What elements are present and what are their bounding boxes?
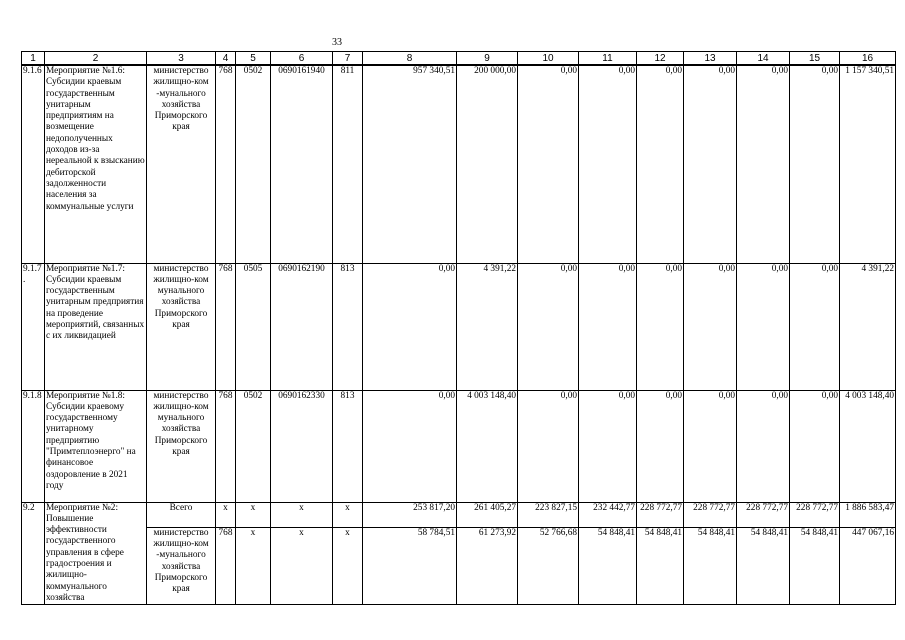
code-section: 0505 [236,263,271,390]
value-cell: 54 848,41 [737,527,790,605]
code-grbs: 768 [216,263,236,390]
code-grbs: х [216,502,236,527]
header-cell: 11 [579,52,637,66]
value-cell: 0,00 [579,390,637,502]
page-number: 33 [332,37,342,48]
header-cell: 15 [790,52,840,66]
code-target: х [271,502,333,527]
value-cell: 0,00 [637,263,684,390]
value-cell: 0,00 [790,390,840,502]
responsible-executor: министерство жилищно-ком мунального хозяйства Приморского края [147,390,216,502]
total-cell: 4 391,22 [840,263,896,390]
code-expense-type: 811 [333,65,363,263]
header-cell: 5 [236,52,271,66]
value-cell: 0,00 [518,263,579,390]
header-cell: 13 [684,52,737,66]
code-expense-type: х [333,502,363,527]
code-target: 0690162330 [271,390,333,502]
header-cell: 9 [457,52,518,66]
table-row [22,65,896,263]
budget-table [21,51,896,605]
value-cell: 0,00 [737,65,790,263]
measure-name: Мероприятие №1.7: Субсидии краевым государственным унитарным предприятия на проведение мероприятий, связанных с их ликвидацией [45,263,147,390]
value-cell: 54 848,41 [579,527,637,605]
value-cell: 0,00 [790,263,840,390]
header-row [22,52,896,66]
code-expense-type: х [333,527,363,605]
responsible-executor: министерство жилищно-ком -мунального хозяйства Приморского края [147,527,216,605]
value-cell: 0,00 [637,65,684,263]
code-expense-type: 813 [333,390,363,502]
value-cell: 253 817,20 [363,502,457,527]
header-cell: 6 [271,52,333,66]
header-cell: 4 [216,52,236,66]
measure-name: Мероприятие №1.6: Субсидии краевым государственным унитарным предприятиям на возмещение недополученных доходов из-за нереальной к взысканию дебиторской задолженности населения за коммунальные услуги [45,65,147,263]
code-section: 0502 [236,65,271,263]
code-section: х [236,502,271,527]
value-cell: 0,00 [684,65,737,263]
header-cell: 3 [147,52,216,66]
value-cell: 0,00 [684,390,737,502]
value-cell: 0,00 [737,263,790,390]
value-cell: 0,00 [684,263,737,390]
header-cell: 10 [518,52,579,66]
value-cell: 0,00 [579,263,637,390]
value-cell: 228 772,77 [737,502,790,527]
table-row [22,263,896,390]
row-id: 9.1.6 [22,65,45,263]
value-cell: 0,00 [363,390,457,502]
value-cell: 0,00 [518,65,579,263]
responsible-executor: Всего [147,502,216,527]
code-section: х [236,527,271,605]
total-cell: 1 886 583,47 [840,502,896,527]
measure-name: Мероприятие №1.8: Субсидии краевому государственному унитарному предприятию "Примтеплоэнерго" на финансовое оздоровление в 2021 году [45,390,147,502]
header-cell: 7 [333,52,363,66]
row-id: 9.2 [22,502,45,605]
value-cell: 0,00 [737,390,790,502]
code-section: 0502 [236,390,271,502]
value-cell: 0,00 [790,65,840,263]
value-cell: 54 848,41 [790,527,840,605]
code-grbs: 768 [216,390,236,502]
value-cell: 61 273,92 [457,527,518,605]
value-cell: 0,00 [579,65,637,263]
total-cell: 1 157 340,51 [840,65,896,263]
header-cell: 16 [840,52,896,66]
value-cell: 58 784,51 [363,527,457,605]
header-cell: 8 [363,52,457,66]
code-grbs: 768 [216,65,236,263]
code-expense-type: 813 [333,263,363,390]
code-grbs: 768 [216,527,236,605]
total-cell: 447 067,16 [840,527,896,605]
value-cell: 200 000,00 [457,65,518,263]
value-cell: 223 827,15 [518,502,579,527]
value-cell: 228 772,77 [790,502,840,527]
row-id: 9.1.8 [22,390,45,502]
responsible-executor: министерство жилищно-ком -мунального хозяйства Приморского края [147,65,216,263]
header-cell: 12 [637,52,684,66]
value-cell: 957 340,51 [363,65,457,263]
measure-name: Мероприятие №2: Повышение эффективности государственного управления в сфере градостроения и жилищно-коммунального хозяйства [45,502,147,605]
row-id: 9.1.7. [22,263,45,390]
value-cell: 0,00 [363,263,457,390]
table-row [22,527,896,605]
total-cell: 4 003 148,40 [840,390,896,502]
header-cell: 1 [22,52,45,66]
value-cell: 228 772,77 [637,502,684,527]
code-target: 0690162190 [271,263,333,390]
responsible-executor: министерство жилищно-ком мунального хозяйства Приморского края [147,263,216,390]
value-cell: 228 772,77 [684,502,737,527]
code-target: 0690161940 [271,65,333,263]
value-cell: 0,00 [518,390,579,502]
code-target: х [271,527,333,605]
header-cell: 2 [45,52,147,66]
value-cell: 232 442,77 [579,502,637,527]
header-cell: 14 [737,52,790,66]
table-row [22,390,896,502]
value-cell: 0,00 [637,390,684,502]
value-cell: 4 391,22 [457,263,518,390]
table-row [22,502,896,527]
value-cell: 54 848,41 [684,527,737,605]
value-cell: 54 848,41 [637,527,684,605]
value-cell: 52 766,68 [518,527,579,605]
value-cell: 4 003 148,40 [457,390,518,502]
value-cell: 261 405,27 [457,502,518,527]
